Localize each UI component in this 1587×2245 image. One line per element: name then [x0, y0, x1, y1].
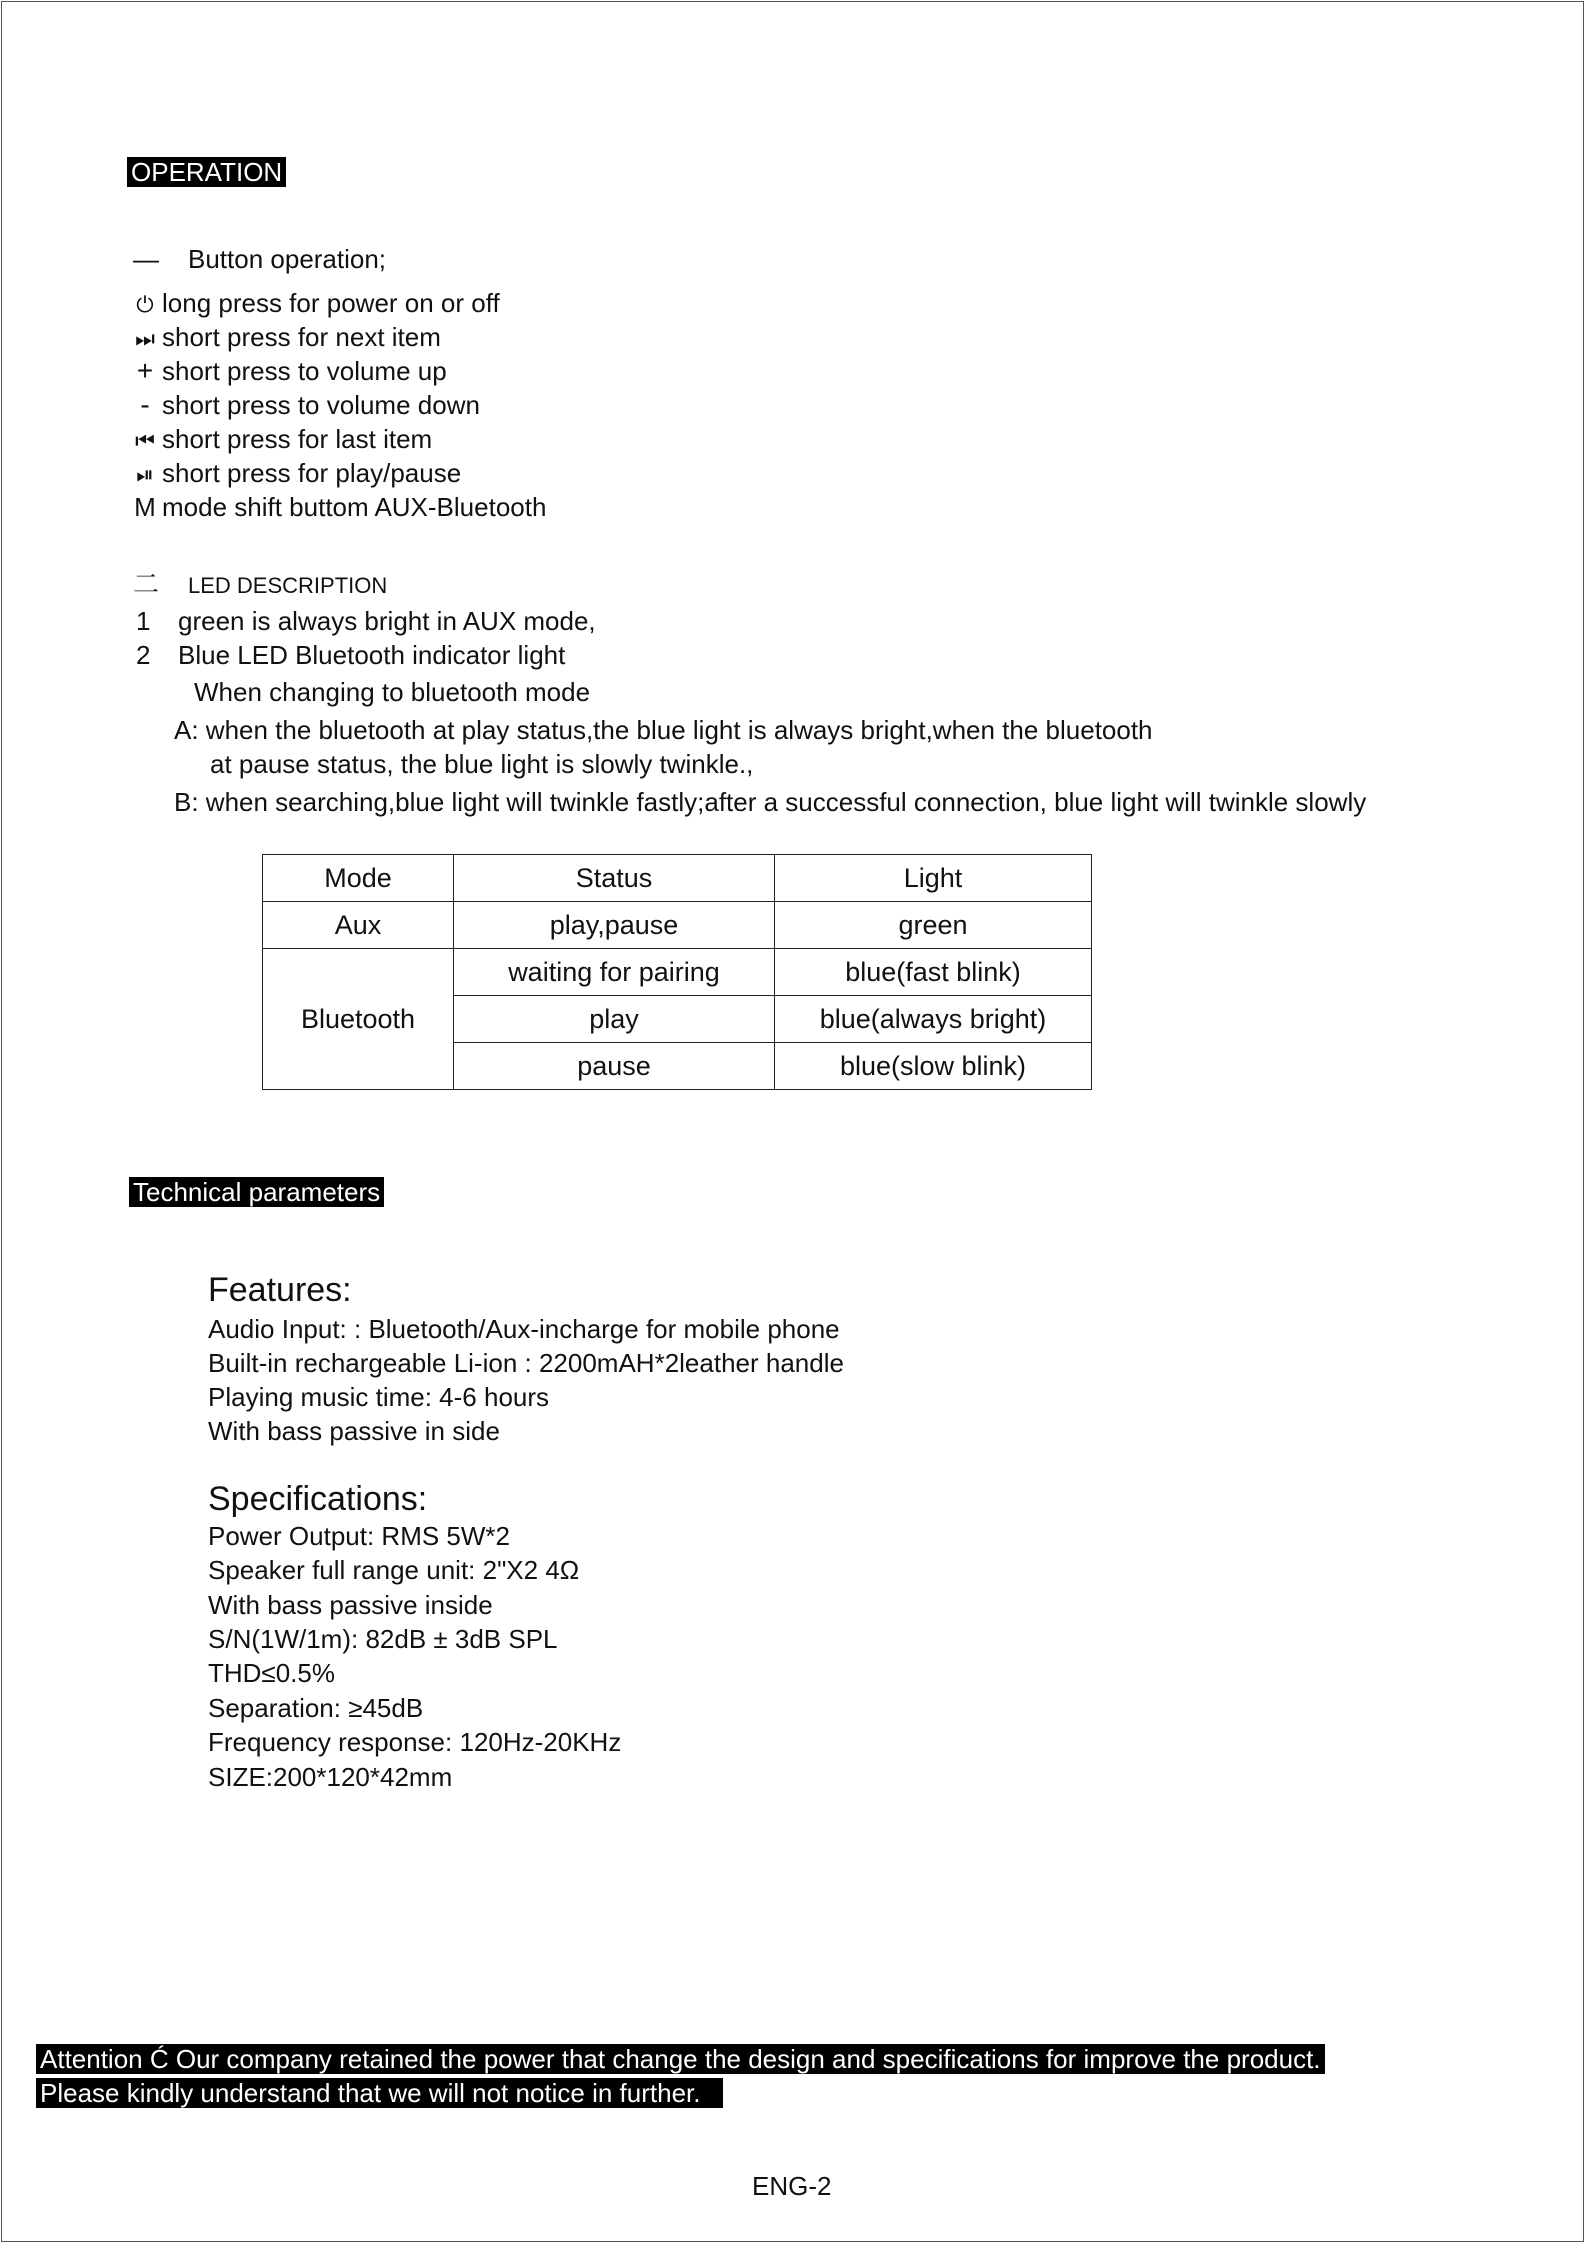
- led-item-text: green is always bright in AUX mode,: [178, 606, 596, 636]
- table-cell-mode: Aux: [263, 902, 454, 949]
- feature-item: Built-in rechargeable Li-ion : 2200mAH*2leather handle: [208, 1348, 844, 1378]
- section-marker-two: 二: [133, 569, 160, 599]
- spec-item: S/N(1W/1m): 82dB ± 3dB SPL: [208, 1624, 558, 1654]
- bluetooth-mode-line: When changing to bluetooth mode: [194, 677, 591, 707]
- spec-item: THD≤0.5%: [208, 1658, 335, 1688]
- note-b: B: when searching,blue light will twinkle fastly;after a successful connection, blue light will twinkle slowly: [174, 787, 1367, 817]
- attention-line-2: Please kindly understand that we will not notice in further.: [36, 2078, 723, 2108]
- button-desc: short press for play/pause: [162, 458, 462, 488]
- table-cell-light: blue(slow blink): [775, 1043, 1092, 1090]
- section-marker-dash: —: [133, 244, 159, 274]
- power-icon: ⏻: [136, 292, 154, 317]
- button-row-volume-up: [128, 355, 447, 387]
- previous-track-icon: ⏮: [135, 428, 155, 453]
- button-desc: short press for next item: [162, 322, 441, 352]
- led-item-text: Blue LED Bluetooth indicator light: [178, 640, 566, 670]
- feature-item: Audio Input: : Bluetooth/Aux-incharge for mobile phone: [208, 1314, 840, 1344]
- specs-title: Specifications:: [208, 1480, 428, 1518]
- button-section-heading: [133, 243, 386, 275]
- table-cell-mode: Bluetooth: [263, 949, 454, 1090]
- table-cell-status: play,pause: [454, 902, 775, 949]
- table-cell-status: play: [454, 996, 775, 1043]
- page-number: ENG-2: [752, 2171, 832, 2201]
- plus-icon: +: [136, 355, 154, 386]
- note-a-line2: at pause status, the blue light is slowly twinkle.,: [210, 749, 754, 779]
- led-item-number: 2: [136, 640, 151, 670]
- attention-line-1: Attention Ć Our company retained the power that change the design and specifications for improve the product.: [36, 2044, 1325, 2074]
- table-row: [263, 902, 1092, 949]
- spec-item: Power Output: RMS 5W*2: [208, 1521, 510, 1551]
- next-track-icon: ⏭: [135, 326, 155, 351]
- button-row-volume-down: [128, 389, 480, 421]
- led-section-heading: [133, 568, 387, 602]
- mode-icon: M: [134, 492, 156, 522]
- table-row: [263, 949, 1092, 996]
- button-row-previous: [128, 423, 432, 457]
- button-row-play-pause: [128, 457, 461, 491]
- spec-item: With bass passive inside: [208, 1590, 493, 1620]
- note-a-line1: A: when the bluetooth at play status,the blue light is always bright,when the bluetooth: [174, 715, 1153, 745]
- table-header-mode: Mode: [263, 855, 454, 902]
- spec-item: Separation: ≥45dB: [208, 1693, 424, 1723]
- feature-item: Playing music time: 4-6 hours: [208, 1382, 550, 1412]
- button-section-title: Button operation;: [188, 244, 387, 274]
- button-desc: mode shift buttom AUX-Bluetooth: [162, 492, 547, 522]
- table-header-light: Light: [775, 855, 1092, 902]
- spec-item: Speaker full range unit: 2"X2 4Ω: [208, 1555, 580, 1585]
- led-status-table: [262, 854, 1092, 1090]
- features-title: Features:: [208, 1271, 352, 1309]
- spec-item: Frequency response: 120Hz-20KHz: [208, 1727, 622, 1757]
- table-cell-light: blue(always bright): [775, 996, 1092, 1043]
- table-header-status: Status: [454, 855, 775, 902]
- table-header-row: [263, 855, 1092, 902]
- button-desc: short press to volume down: [162, 390, 480, 420]
- play-pause-icon: ⏯: [136, 462, 154, 487]
- button-desc: short press to volume up: [162, 356, 447, 386]
- button-desc: long press for power on or off: [162, 288, 500, 318]
- button-row-power: [128, 287, 500, 321]
- led-item-2: [136, 639, 565, 671]
- feature-item: With bass passive in side: [208, 1416, 500, 1446]
- led-item-number: 1: [136, 606, 151, 636]
- button-row-mode: [128, 491, 546, 523]
- table-cell-status: waiting for pairing: [454, 949, 775, 996]
- operation-header: OPERATION: [127, 157, 286, 187]
- led-item-1: [136, 605, 596, 637]
- spec-item: SIZE:200*120*42mm: [208, 1762, 453, 1792]
- led-section-title: LED DESCRIPTION: [188, 573, 388, 598]
- button-row-next: [128, 321, 441, 355]
- minus-icon: -: [140, 389, 150, 420]
- table-cell-light: green: [775, 902, 1092, 949]
- technical-header: Technical parameters: [129, 1177, 384, 1207]
- button-desc: short press for last item: [162, 424, 433, 454]
- table-cell-status: pause: [454, 1043, 775, 1090]
- table-cell-light: blue(fast blink): [775, 949, 1092, 996]
